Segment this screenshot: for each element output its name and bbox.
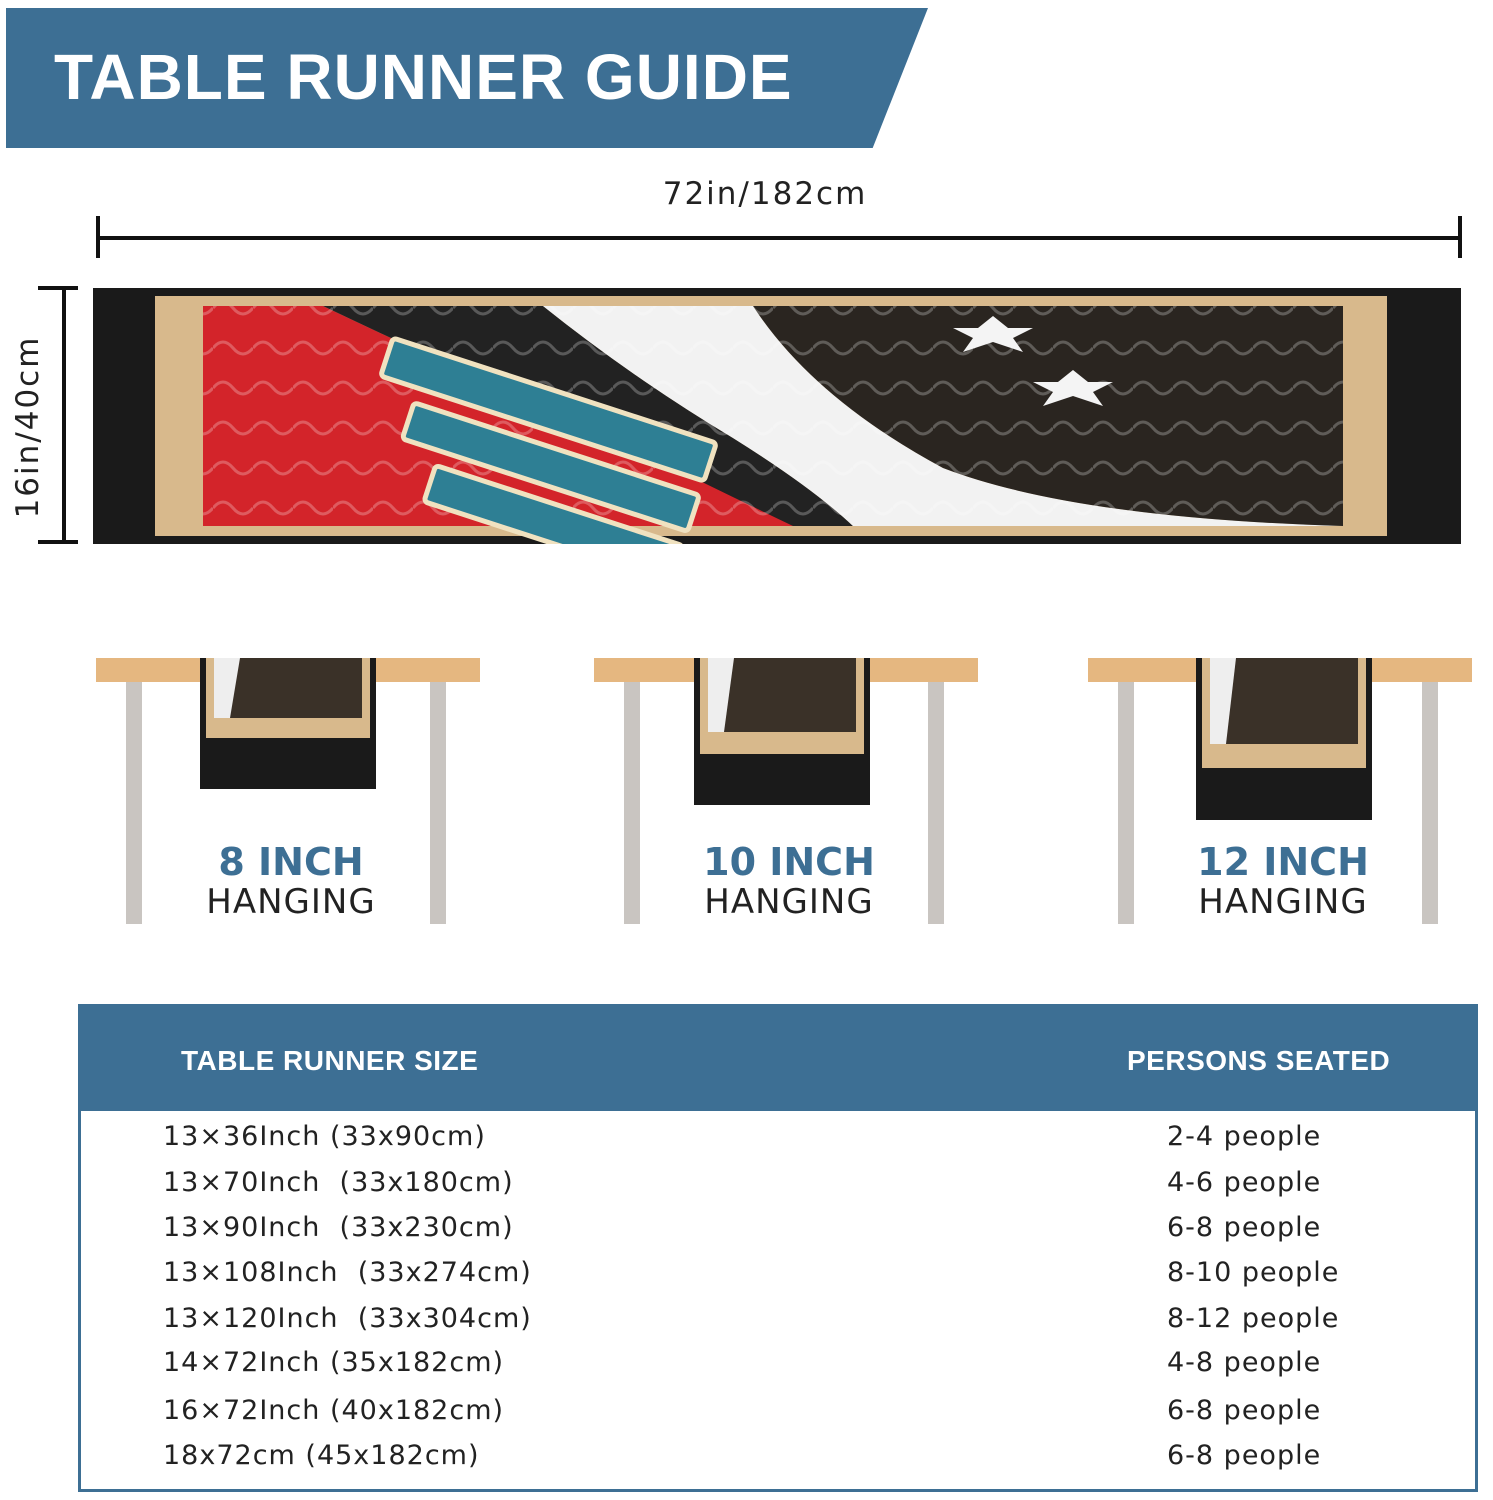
size-cell: 13×70Inch (33x180cm): [163, 1167, 514, 1198]
table-leg-left: [624, 682, 640, 924]
table-row: [81, 1395, 1475, 1439]
size-cell: 14×72Inch (35x182cm): [163, 1347, 505, 1378]
table-row: [81, 1257, 1475, 1301]
hanging-word-label: HANGING: [1198, 882, 1368, 922]
hanging-diagram-12: [1088, 640, 1478, 940]
height-dimension-line: [62, 288, 66, 544]
table-leg-left: [1118, 682, 1134, 924]
height-dimension-tick-top: [38, 286, 78, 290]
persons-cell: 6-8 people: [1167, 1212, 1322, 1243]
table-row: [81, 1167, 1475, 1211]
size-cell: 13×108Inch (33x274cm): [163, 1257, 532, 1288]
table-leg-right: [1422, 682, 1438, 924]
table-row: [81, 1303, 1475, 1347]
table-leg-left: [126, 682, 142, 924]
hanging-runner: [694, 658, 870, 805]
width-dimension-label: 72in/182cm: [662, 176, 868, 212]
persons-cell: 4-6 people: [1167, 1167, 1322, 1198]
table-leg-right: [928, 682, 944, 924]
persons-cell: 8-12 people: [1167, 1303, 1340, 1334]
hanging-size-label: 12 INCH: [1197, 840, 1369, 884]
size-table-header: [81, 1007, 1475, 1111]
size-cell: 13×90Inch (33x230cm): [163, 1212, 514, 1243]
persons-cell: 8-10 people: [1167, 1257, 1340, 1288]
table-runner-image: [93, 288, 1461, 544]
hanging-word-label: HANGING: [704, 882, 874, 922]
persons-cell: 6-8 people: [1167, 1395, 1322, 1426]
width-dimension-line: [98, 236, 1460, 240]
size-cell: 13×120Inch (33x304cm): [163, 1303, 532, 1334]
width-dimension-tick-right: [1458, 216, 1462, 258]
hanging-diagram-8: [96, 640, 486, 940]
hanging-size-label: 10 INCH: [703, 840, 875, 884]
hanging-word-label: HANGING: [206, 882, 376, 922]
table-row: [81, 1440, 1475, 1484]
table-leg-right: [430, 682, 446, 924]
hanging-diagram-10: [594, 640, 984, 940]
size-cell: 18x72cm (45x182cm): [163, 1440, 480, 1471]
persons-cell: 6-8 people: [1167, 1440, 1322, 1471]
size-cell: 16×72Inch (40x182cm): [163, 1395, 505, 1426]
width-dimension-tick-left: [96, 216, 100, 258]
height-dimension-label: 16in/40cm: [10, 335, 46, 519]
size-cell: 13×36Inch (33x90cm): [163, 1121, 486, 1152]
page-title: TABLE RUNNER GUIDE: [54, 41, 793, 113]
column-header-size: TABLE RUNNER SIZE: [181, 1045, 479, 1076]
hanging-runner: [200, 658, 376, 789]
table-row: [81, 1121, 1475, 1165]
table-row: [81, 1212, 1475, 1256]
persons-cell: 4-8 people: [1167, 1347, 1322, 1378]
size-table: [78, 1004, 1478, 1492]
hanging-size-label: 8 INCH: [218, 840, 364, 884]
column-header-persons: PERSONS SEATED: [1127, 1045, 1391, 1076]
persons-cell: 2-4 people: [1167, 1121, 1322, 1152]
table-row: [81, 1347, 1475, 1391]
hanging-runner: [1196, 658, 1372, 820]
